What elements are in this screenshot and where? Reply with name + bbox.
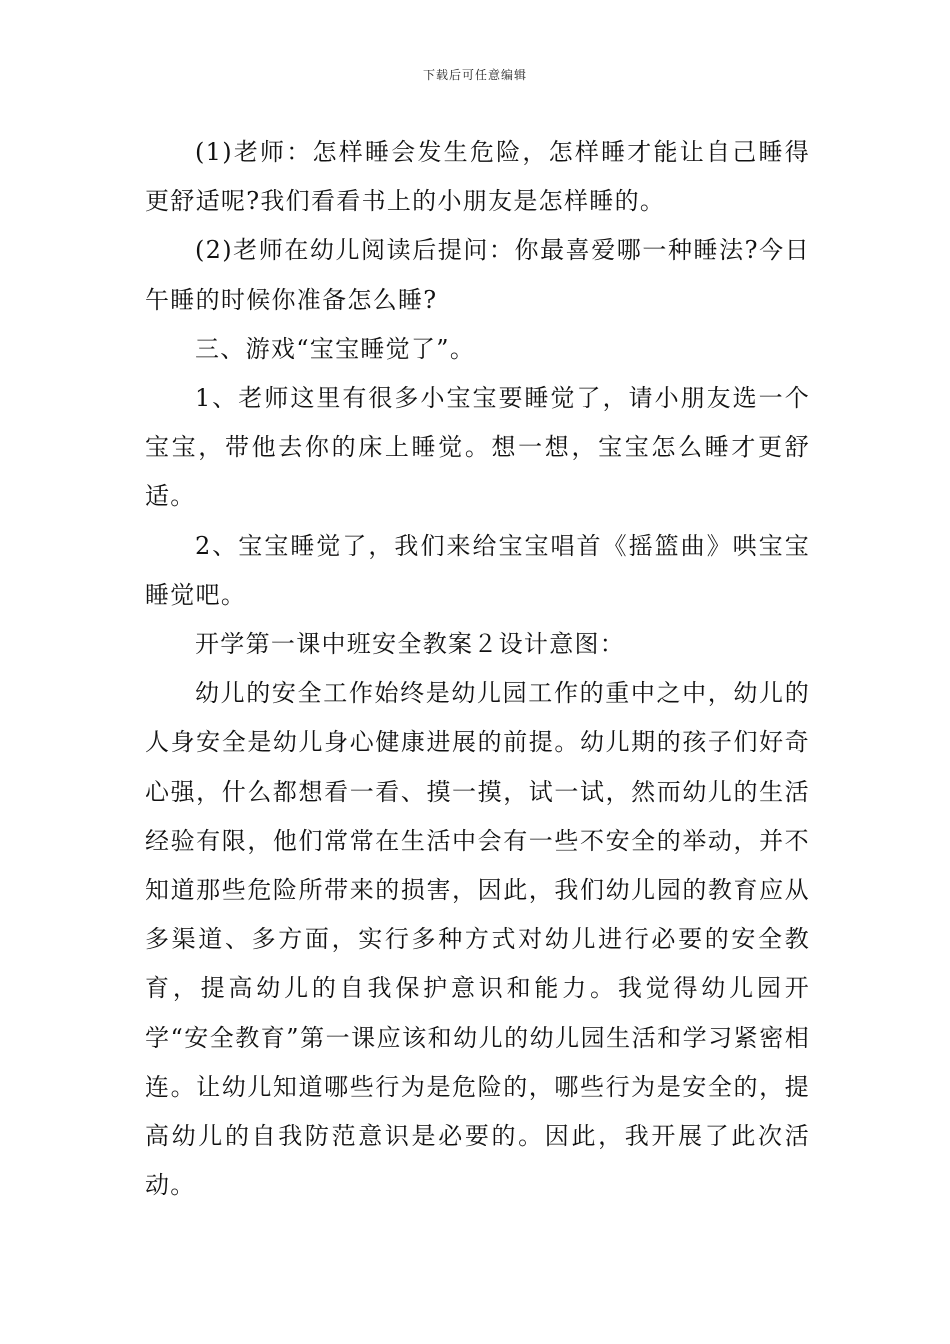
paragraph-game-heading: 三、游戏“宝宝睡觉了”。	[195, 334, 476, 363]
paragraph-game-step-1: 1、老师这里有很多小宝宝要睡觉了，请小朋友选一个宝宝，带他去你的床上睡觉。想一想，宝宝怎么睡才更舒适。	[145, 384, 810, 511]
paragraph-teacher-question-1: (1)老师：怎样睡会发生危险，怎样睡才能让自己睡得更舒适呢?我们看看书上的小朋友是怎样睡的。	[145, 138, 810, 216]
paragraph-game-step-2: 2、宝宝睡觉了，我们来给宝宝唱首《摇篮曲》哄宝宝睡觉吧。	[145, 531, 810, 609]
header-note: 下载后可任意编辑	[422, 68, 527, 82]
document-body	[145, 128, 810, 1210]
paragraph-teacher-question-2: (2)老师在幼儿阅读后提问：你最喜爱哪一种睡法?今日午睡的时候你准备怎么睡?	[145, 236, 810, 314]
paragraph-design-intent: 幼儿的安全工作始终是幼儿园工作的重中之中，幼儿的人身安全是幼儿身心健康进展的前提。幼儿期的孩子们好奇心强，什么都想看一看、摸一摸，试一试，然而幼儿的生活经验有限，他们常常在生活中会有一些不安全的举动，并不知道那些危险所带来的损害，因此，我们幼儿园的教育应从多渠道、多方面，实行多种方式对幼儿进行必要的安全教育，提高幼儿的自我保护意识和能力。我觉得幼儿园开学“安全教育”第一课应该和幼儿的幼儿园生活和学习紧密相连。让幼儿知道哪些行为是危险的，哪些行为是安全的，提高幼儿的自我防范意识是必要的。因此，我开展了此次活动。	[145, 679, 810, 1200]
paragraph-lesson-2-title: 开学第一课中班安全教案２设计意图：	[195, 630, 626, 659]
